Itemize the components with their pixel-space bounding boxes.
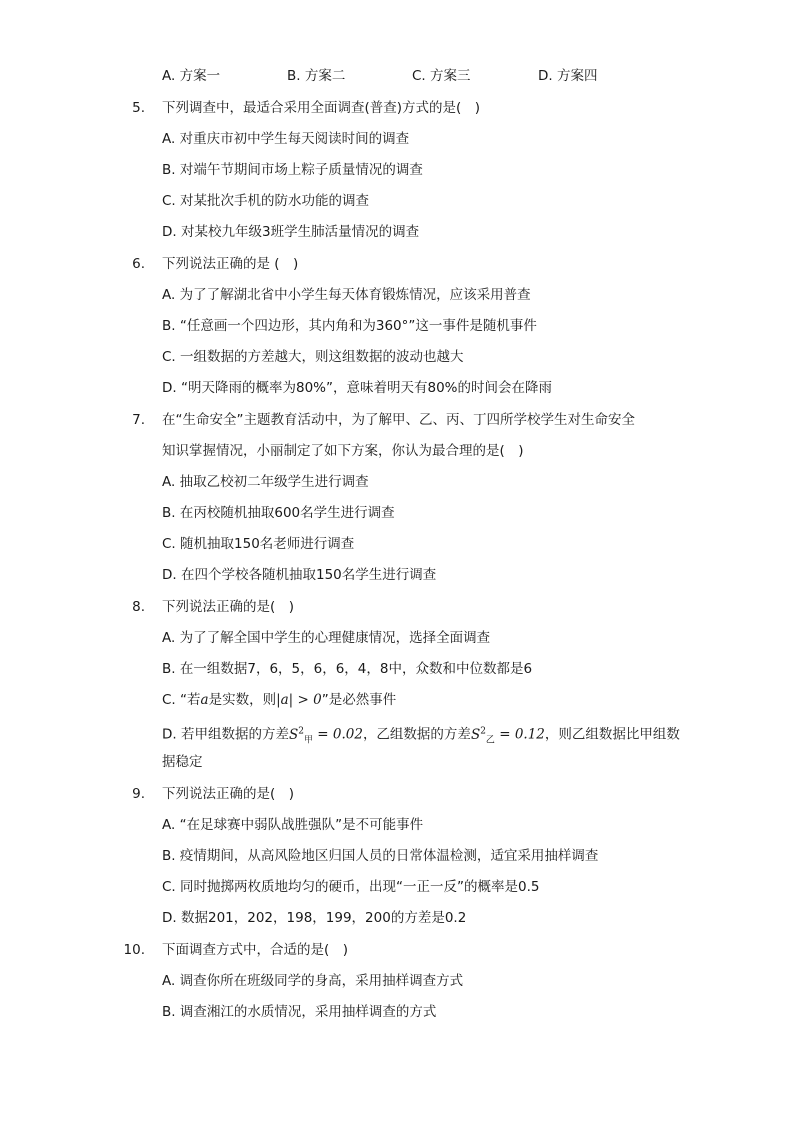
q8-option-c: C. “若a是实数，则|a| > 0”是必然事件 bbox=[162, 692, 397, 708]
q9-option-d: D. 数据201，202，198，199，200的方差是0.2 bbox=[162, 910, 467, 926]
q7-option-d: D. 在四个学校各随机抽取150名学生进行调查 bbox=[162, 567, 437, 583]
question-number: 6. bbox=[132, 256, 145, 272]
math-expression: |a| > 0 bbox=[276, 692, 322, 708]
q7-option-c: C. 随机抽取150名老师进行调查 bbox=[162, 536, 355, 552]
q9-option-b: B. 疫情期间，从高风险地区归国人员的日常体温检测，适宜采用抽样调查 bbox=[162, 848, 599, 864]
q4-option-c: C. 方案三 bbox=[412, 68, 471, 84]
q7-option-b: B. 在丙校随机抽取600名学生进行调查 bbox=[162, 505, 395, 521]
q6-option-b: B. “任意画一个四边形，其内角和为360°”这一事件是随机事件 bbox=[162, 318, 537, 334]
question-stem: 下列说法正确的是( ) bbox=[162, 786, 295, 802]
q4-option-a: A. 方案一 bbox=[162, 68, 221, 84]
question-number: 8. bbox=[132, 599, 145, 615]
question-stem-line-1: 在“生命安全”主题教育活动中，为了解甲、乙、丙、丁四所学校学生对生命安全 bbox=[162, 412, 635, 428]
q4-option-b: B. 方案二 bbox=[287, 68, 346, 84]
q5-option-c: C. 对某批次手机的防水功能的调查 bbox=[162, 193, 370, 209]
q5-option-a: A. 对重庆市初中学生每天阅读时间的调查 bbox=[162, 131, 410, 147]
q8-option-b: B. 在一组数据7，6，5，6，6，4，8中，众数和中位数都是6 bbox=[162, 661, 533, 677]
q8-option-a: A. 为了了解全国中学生的心理健康情况，选择全面调查 bbox=[162, 630, 491, 646]
question-stem: 下列说法正确的是 ( ) bbox=[162, 256, 299, 272]
question-number: 10. bbox=[123, 942, 145, 958]
q6-option-d: D. “明天降雨的概率为80%”，意味着明天有80%的时间会在降雨 bbox=[162, 380, 552, 396]
variance-symbol-a: $S^2_甲$ bbox=[288, 726, 313, 746]
q5-option-d: D. 对某校九年级3班学生肺活量情况的调查 bbox=[162, 224, 420, 240]
math-variable: a bbox=[200, 692, 209, 708]
q8-option-d: D. 若甲组数据的方差$S^2_甲 = 0.02$，乙组数据的方差$S^2_乙 = 0.12$，则乙组数据比甲组数 bbox=[162, 726, 680, 746]
q6-option-a: A. 为了了解湖北省中小学生每天体育锻炼情况，应该采用普查 bbox=[162, 287, 531, 303]
question-stem: 下列调查中，最适合采用全面调查(普查)方式的是( ) bbox=[162, 100, 481, 116]
question-stem: 下面调查方式中，合适的是( ) bbox=[162, 942, 349, 958]
q8-option-d-continued: 据稳定 bbox=[162, 754, 203, 770]
variance-symbol-b: $S^2_乙$ bbox=[470, 726, 495, 746]
question-number: 9. bbox=[132, 786, 145, 802]
q10-option-b: B. 调查湘江的水质情况，采用抽样调查的方式 bbox=[162, 1004, 437, 1020]
q10-option-a: A. 调查你所在班级同学的身高，采用抽样调查方式 bbox=[162, 973, 464, 989]
q6-option-c: C. 一组数据的方差越大，则这组数据的波动也越大 bbox=[162, 349, 464, 365]
question-stem: 下列说法正确的是( ) bbox=[162, 599, 295, 615]
question-stem-line-2: 知识掌握情况，小丽制定了如下方案，你认为最合理的是( ) bbox=[162, 443, 524, 459]
q9-option-a: A. “在足球赛中弱队战胜强队”是不可能事件 bbox=[162, 817, 424, 833]
question-number: 5. bbox=[132, 100, 145, 116]
question-number: 7. bbox=[132, 412, 145, 428]
q7-option-a: A. 抽取乙校初二年级学生进行调查 bbox=[162, 474, 369, 490]
q9-option-c: C. 同时抛掷两枚质地均匀的硬币，出现“一正一反”的概率是0.5 bbox=[162, 879, 540, 895]
q5-option-b: B. 对端午节期间市场上粽子质量情况的调查 bbox=[162, 162, 423, 178]
q4-option-d: D. 方案四 bbox=[538, 68, 598, 84]
